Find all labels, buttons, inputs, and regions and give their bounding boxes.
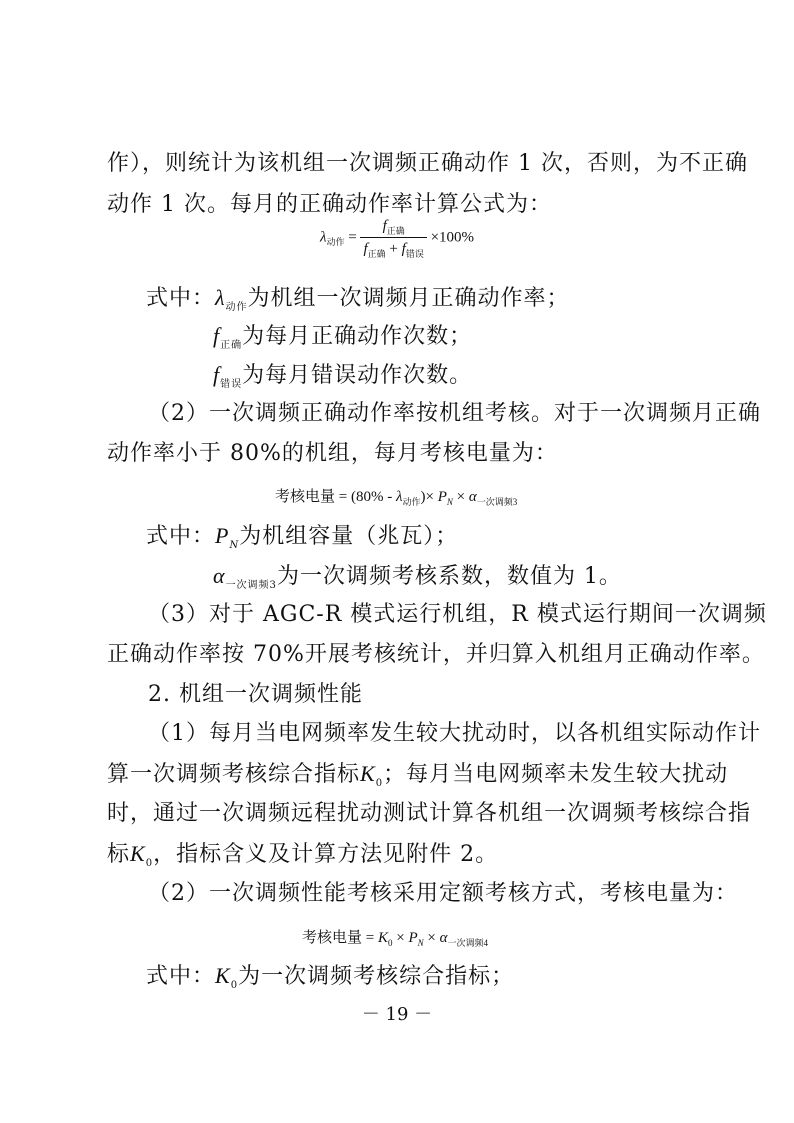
- body-line-item2: （2）一次调频正确动作率按机组考核。对于一次调频月正确: [148, 401, 761, 426]
- fraction-denominator: $f_{正确} + f_{错误}$: [363, 241, 424, 259]
- where-line-alpha: $\alpha_{一次调频3}$为一次调频考核系数，数值为 1。: [213, 563, 622, 591]
- formula-assessment-energy-2: 考核电量 = $K_0 \times P_N \times \alpha_{一次调频4}$: [302, 930, 488, 948]
- body-line-perf4: 标$K_0$，指标含义及计算方法见附件 2。: [107, 841, 499, 869]
- body-line-perf-item2: （2）一次调频性能考核采用定额考核方式，考核电量为：: [148, 881, 738, 906]
- formula-assessment-energy-1: 考核电量 = $(80\% - \lambda_{动作})\times P_N \times \alpha_{一次调频3}$: [275, 489, 518, 507]
- body-line-perf3: 时，通过一次调频远程扰动测试计算各机组一次调频考核综合指: [107, 801, 752, 826]
- body-line-1: 作），则统计为该机组一次调频正确动作 1 次，否则，为不正确: [107, 151, 748, 176]
- where-line-f-wrong: $f_{错误}$为每月错误动作次数。: [213, 362, 473, 390]
- where-line-f-correct: $f_{正确}$为每月正确动作次数；: [213, 323, 473, 351]
- formula-correct-action-rate: [320, 218, 474, 258]
- body-line-item3-cont: 正确动作率按 70%开展考核统计，并归算入机组月正确动作率。: [107, 642, 765, 667]
- where-line-k0: 式中：$K_0$为一次调频考核综合指标；: [146, 963, 515, 991]
- where-line-pn: 式中：$P_N$为机组容量（兆瓦）；: [146, 523, 459, 551]
- body-line-2: 动作 1 次。每月的正确动作率计算公式为：: [107, 192, 552, 217]
- fraction: [360, 218, 426, 258]
- page-number: － 19 －: [361, 1004, 433, 1025]
- body-line-perf2: 算一次调频考核综合指标$K_0$；每月当电网频率未发生较大扰动: [107, 761, 729, 789]
- where-line-lambda: 式中：$\lambda_{动作}$为机组一次调频月正确动作率；: [146, 285, 570, 313]
- fraction-numerator: $f_{正确}$: [360, 218, 426, 238]
- body-line-item3: （3）对于 AGC-R 模式运行机组，R 模式运行期间一次调频: [148, 602, 767, 627]
- body-line-item2-cont: 动作率小于 80%的机组，每月考核电量为：: [107, 441, 558, 466]
- formula-multiplier: ×100%: [430, 229, 475, 246]
- lambda-symbol: λ: [320, 229, 327, 246]
- body-line-perf1: （1）每月当电网频率发生较大扰动时，以各机组实际动作计: [148, 721, 761, 746]
- section-heading-performance: 2. 机组一次调频性能: [148, 682, 363, 707]
- lambda-subscript: 动作: [326, 237, 345, 248]
- equals-sign: =: [348, 229, 357, 246]
